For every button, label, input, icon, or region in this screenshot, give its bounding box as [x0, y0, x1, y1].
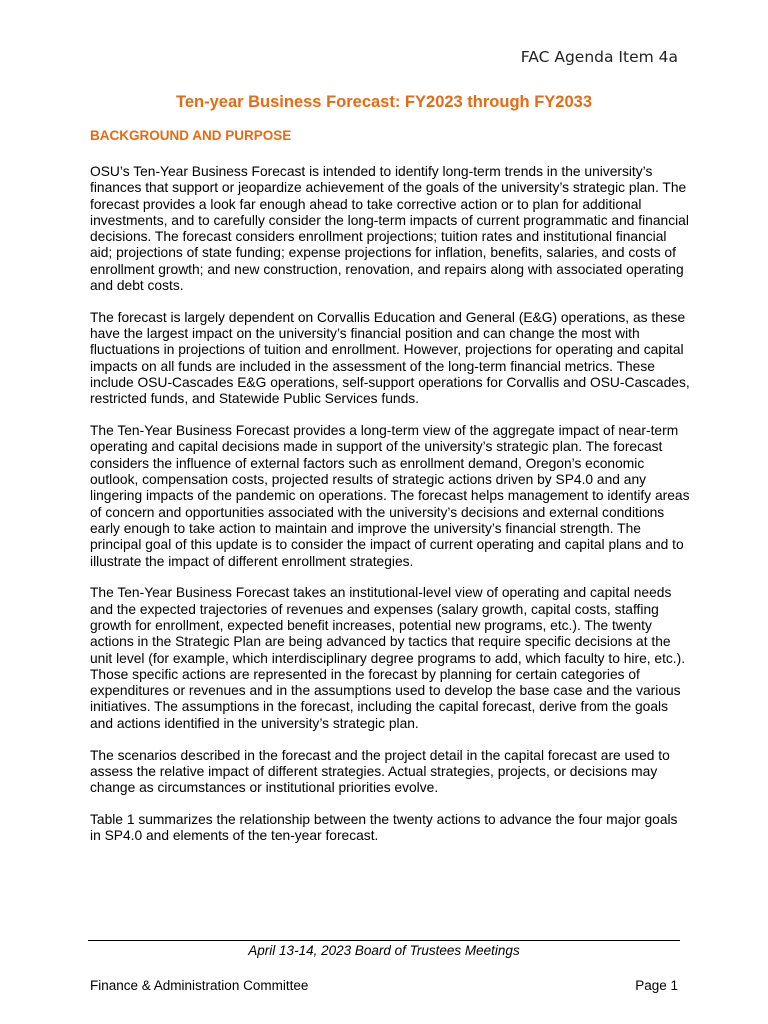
document-body [90, 164, 690, 860]
paragraph-4: The Ten-Year Business Forecast takes an institutional-level view of operating and capital needs and the expected trajectories of revenues and expenses (salary growth, capital costs, staffing growth for enrollment, expected benefit increases, potential new programs, etc.). The twenty actions in the Strategic Plan are being advanced by tactics that require specific decisions at the unit level (for example, which interdisciplinary degree programs to add, which faculty to hire, etc.). Those specific actions are represented in the forecast by planning for certain categories of expenditures or revenues and in the assumptions used to develop the base case and the various initiatives. The assumptions in the forecast, including the capital forecast, derive from the goals and actions identified in the university’s strategic plan. [90, 585, 686, 731]
footer-meeting-date: April 13-14, 2023 Board of Trustees Meetings [248, 943, 520, 958]
paragraph-1: OSU’s Ten-Year Business Forecast is intended to identify long-term trends in the university’s finances that support or jeopardize achievement of the goals of the university’s strategic plan. The forecast provides a look far enough ahead to take corrective action or to plan for additional investments, and to carefully consider the long-term impacts of current programmatic and financial decisions. The forecast considers enrollment projections; tuition rates and institutional financial aid; projections of state funding; expense projections for inflation, benefits, salaries, and costs of enrollment growth; and new construction, renovation, and repairs along with associated operating and debt costs. [90, 164, 689, 294]
paragraph-6: Table 1 summarizes the relationship between the twenty actions to advance the four major goals in SP4.0 and elements of the ten-year forecast. [90, 811, 678, 844]
paragraph-3: The Ten-Year Business Forecast provides a long-term view of the aggregate impact of near-term operating and capital decisions made in support of the university’s strategic plan. The forecast considers the influence of external factors such as enrollment demand, Oregon’s economic outlook, compensation costs, projected results of strategic actions driven by SP4.0 and any lingering impacts of the pandemic on operations. The forecast helps management to identify areas of concern and opportunities associated with the university’s decisions and external conditions early enough to take action to maintain and improve the university’s financial strength. The principal goal of this update is to consider the impact of current operating and capital plans and to illustrate the impact of different enrollment strategies. [90, 423, 690, 569]
paragraph-5: The scenarios described in the forecast and the project detail in the capital forecast are used to assess the relative impact of different strategies. Actual strategies, projects, or decisions may change as circumstances or institutional priorities evolve. [90, 747, 670, 796]
footer-divider [88, 940, 680, 941]
footer-committee-name: Finance & Administration Committee [90, 978, 309, 993]
paragraph-2: The forecast is largely dependent on Corvallis Education and General (E&G) operations, as these have the largest impact on the university’s financial position and can change the most with fluctuations in projections of tuition and enrollment. However, projections for operating and capital impacts on all funds are included in the assessment of the long-term financial metrics. These include OSU-Cascades E&G operations, self-support operations for Corvallis and OSU-Cascades, restricted funds, and Statewide Public Services funds. [90, 309, 690, 407]
footer-page-number: Page 1 [635, 978, 678, 993]
agenda-item-label: FAC Agenda Item 4a [520, 48, 678, 66]
document-title: Ten-year Business Forecast: FY2023 through FY2033 [175, 93, 592, 111]
section-heading: BACKGROUND AND PURPOSE [90, 128, 292, 143]
